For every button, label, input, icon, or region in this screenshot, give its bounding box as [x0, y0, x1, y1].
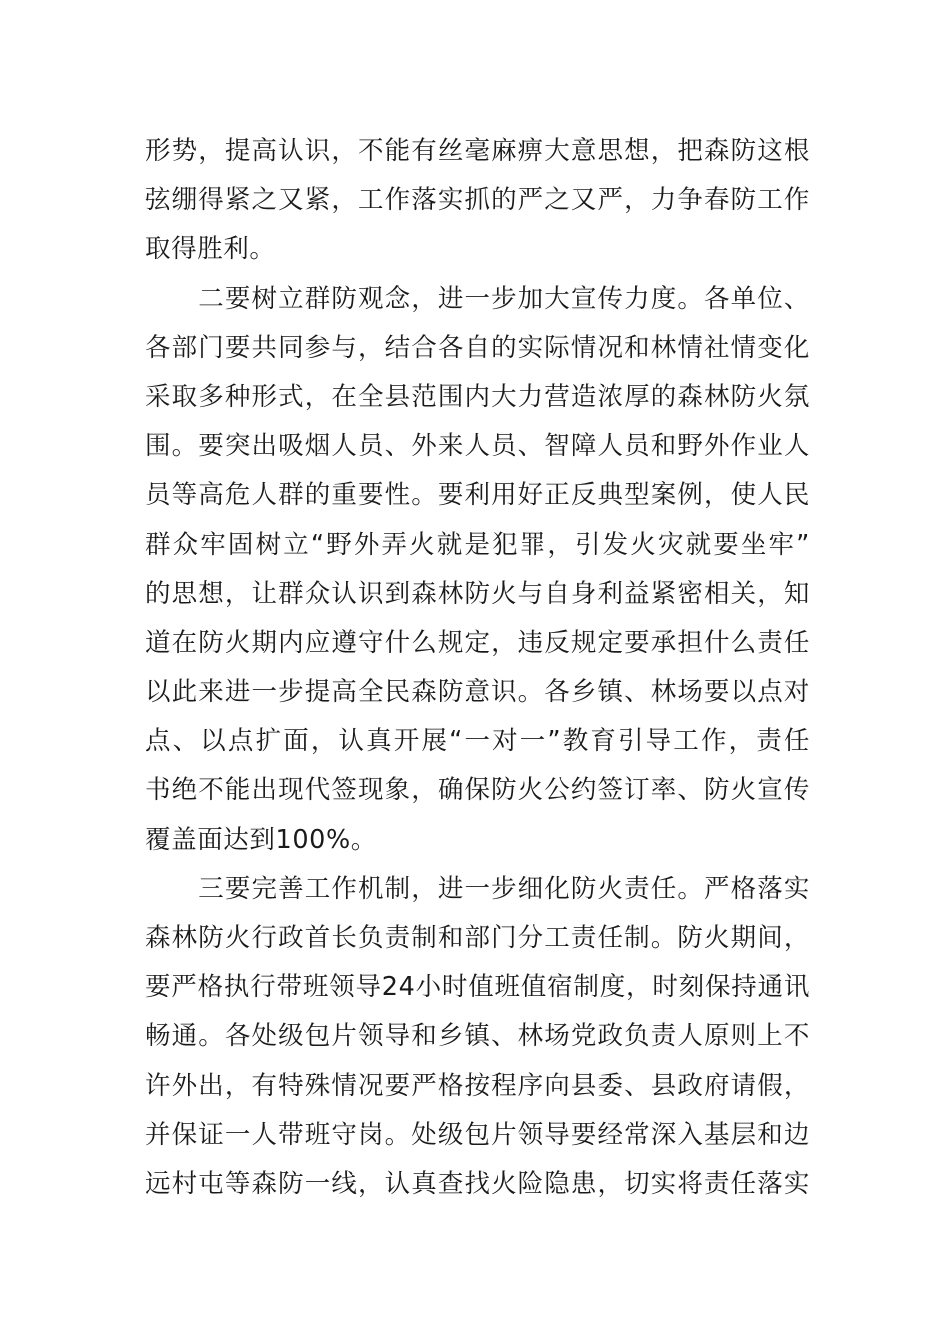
text-line: 覆盖面达到100%。 [145, 824, 377, 855]
text-line: 围。要突出吸烟人员、外来人员、智障人员和野外作业人 [145, 431, 810, 462]
text-line: 三要完善工作机制，进一步细化防火责任。严格落实 [145, 873, 810, 904]
text-line: 以此来进一步提高全民森防意识。各乡镇、林场要以点对 [145, 677, 810, 708]
text-line: 远村屯等森防一线，认真查找火险隐患，切实将责任落实 [145, 1168, 810, 1199]
text-line: 弦绷得紧之又紧，工作落实抓的严之又严，力争春防工作 [145, 185, 810, 216]
text-line: 员等高危人群的重要性。要利用好正反典型案例，使人民 [145, 480, 810, 511]
text-line: 森林防火行政首长负责制和部门分工责任制。防火期间， [145, 923, 810, 953]
text-line: 二要树立群防观念，进一步加大宣传力度。各单位、 [145, 283, 810, 314]
text-line: 并保证一人带班守岗。处级包片领导要经常深入基层和边 [145, 1119, 810, 1150]
text-line: 书绝不能出现代签现象，确保防火公约签订率、防火宣传 [145, 775, 810, 806]
text-line: 道在防火期内应遵守什么规定，违反规定要承担什么责任 [145, 627, 810, 658]
text-line: 要严格执行带班领导24小时值班值宿制度，时刻保持通讯 [145, 972, 810, 1003]
text-line: 许外出，有特殊情况要严格按程序向县委、县政府请假， [145, 1070, 810, 1101]
text-line: 畅通。各处级包片领导和乡镇、林场党政负责人原则上不 [145, 1021, 810, 1052]
text-line: 的思想，让群众认识到森林防火与自身利益紧密相关，知 [145, 578, 810, 609]
body-text [145, 127, 810, 1209]
text-line: 点、以点扩面，认真开展“一对一”教育引导工作，责任 [145, 726, 810, 757]
text-line: 形势，提高认识，不能有丝毫麻痹大意思想，把森防这根 [145, 136, 810, 166]
text-line: 取得胜利。 [145, 234, 276, 265]
text-line: 群众牢固树立“野外弄火就是犯罪，引发火灾就要坐牢” [145, 529, 810, 560]
text-line: 各部门要共同参与，结合各自的实际情况和林情社情变化 [145, 332, 810, 363]
text-line: 采取多种形式，在全县范围内大力营造浓厚的森林防火氛 [145, 381, 810, 412]
